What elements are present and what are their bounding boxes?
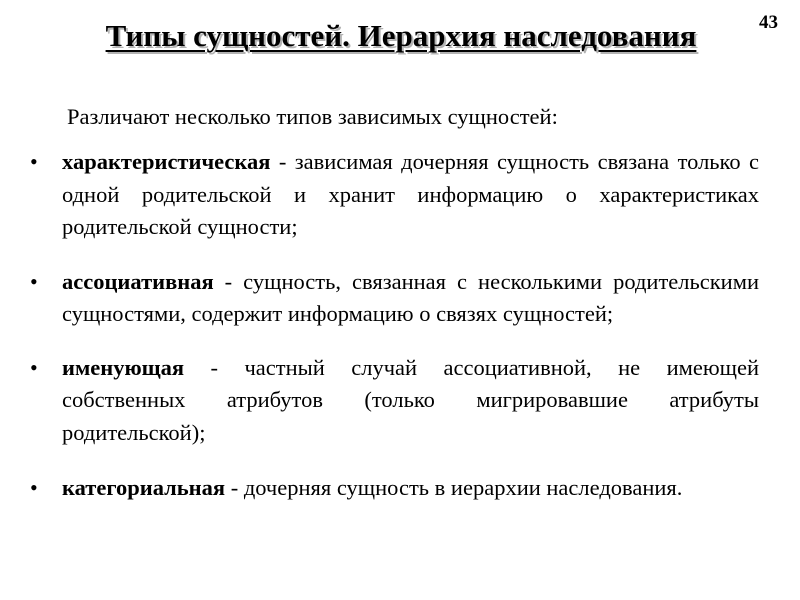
intro-text: Различают несколько типов зависимых сущностей: — [67, 104, 558, 129]
list-item-characteristic — [0, 146, 800, 244]
item-description: - сущность, связанная с несколькими родительскими сущностями, содержит информацию о связях сущностей; — [62, 268, 759, 326]
list-item-associative — [0, 266, 800, 331]
item-term: ассоциативная — [62, 268, 214, 294]
item-term: именующая — [62, 354, 185, 380]
item-description: - зависимая дочерняя сущность связана только с одной родительской и хранит информацию о характеристиках родительской сущности; — [62, 149, 759, 239]
item-term: характеристическая — [62, 149, 271, 174]
entity-types-list — [0, 146, 800, 527]
bullet-icon: • — [30, 268, 38, 294]
slide-title: Типы сущностей. Иерархия наследования — [105, 18, 697, 53]
page-number: 43 — [759, 12, 778, 33]
item-description: - дочерняя сущность в иерархии наследования. — [225, 475, 683, 500]
item-description: - частный случай ассоциативной, не имеющей собственных атрибутов (только мигрировавшие атрибуты родительской); — [62, 354, 759, 445]
bullet-icon: • — [30, 354, 38, 380]
list-item-categorical — [0, 472, 800, 505]
item-term: категориальная — [62, 475, 226, 500]
bullet-icon: • — [30, 475, 38, 500]
bullet-icon: • — [30, 149, 38, 174]
list-item-naming — [0, 352, 800, 450]
